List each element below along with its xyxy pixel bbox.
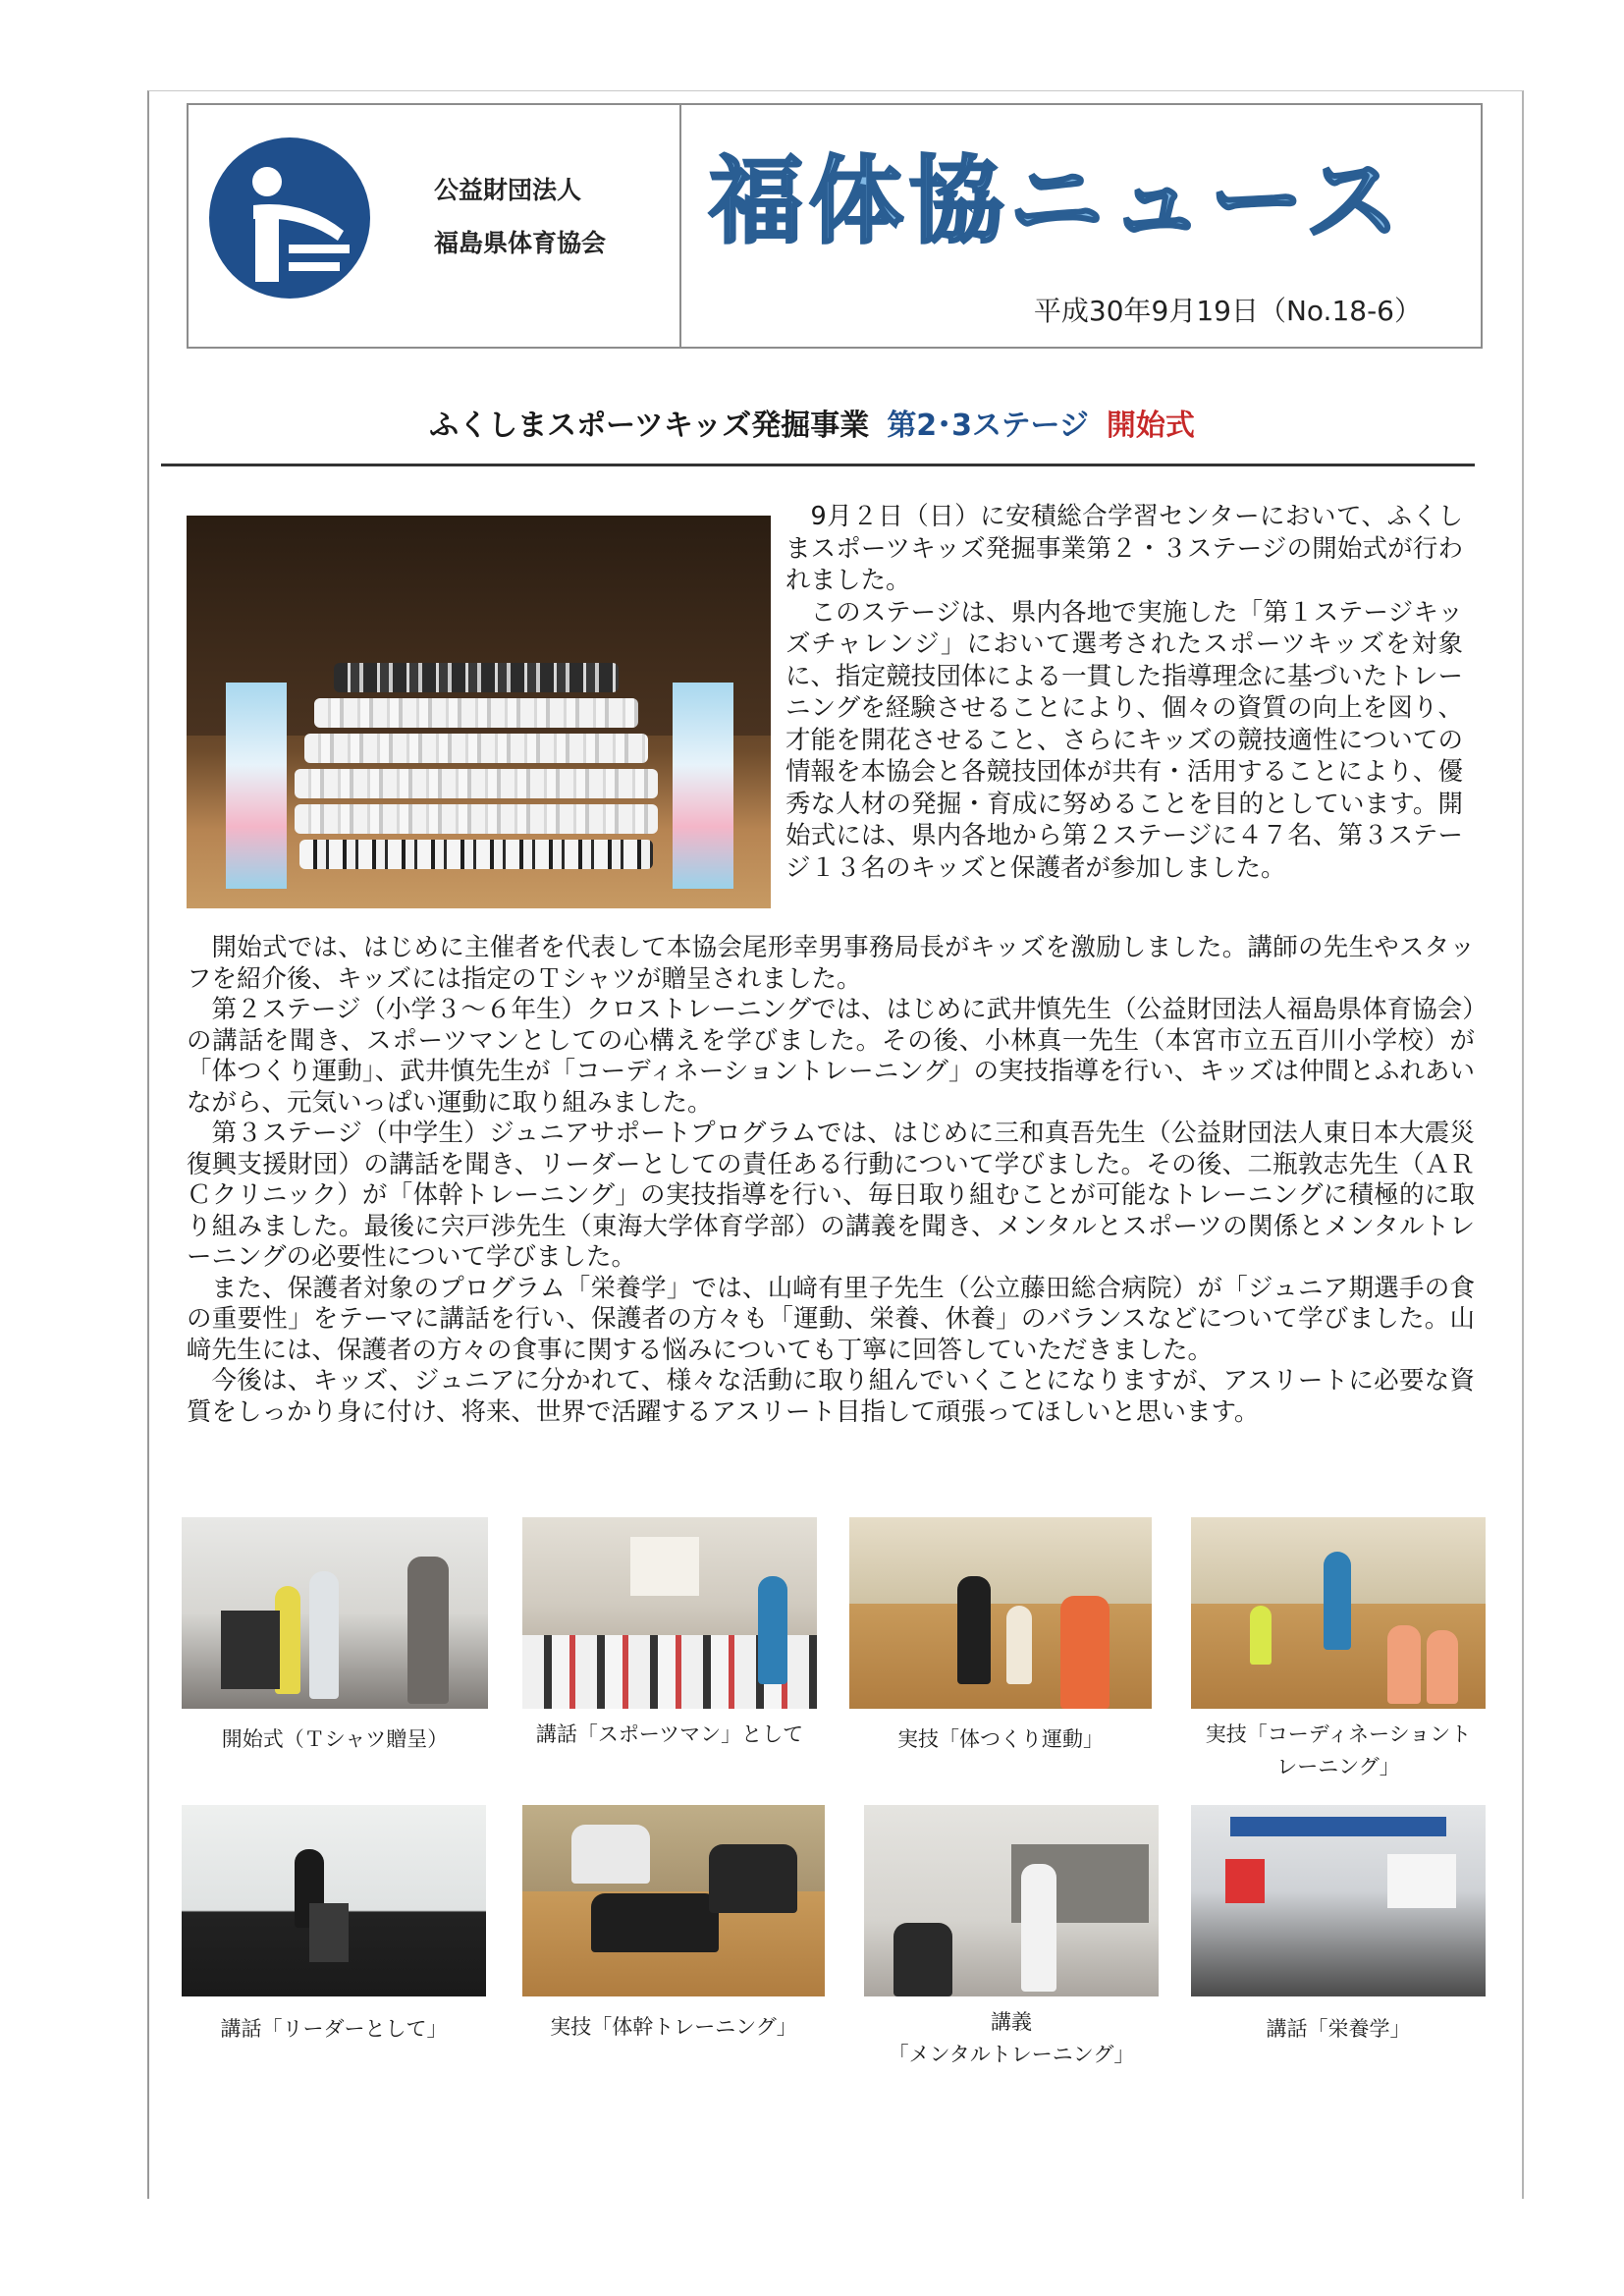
intro-paragraph-2: このステージは、県内各地で実施した「第１ステージキッズチャレンジ」において選考されたスポーツキッズを対象に、指定競技団体による一貫した指導理念に基づいたトレーニングを経験させることにより、個々の資質の向上を図り、才能を開花させること、さらにキッズの競技適性についての情報を本協会と各競技団体が共有・活用することにより、優秀な人材の発掘・育成に努めることを目的としています。開始式には、県内各地から第２ステージに４７名、第３ステージ１３名のキッズと保護者が参加しました。 xyxy=(785,597,1463,883)
body-paragraph-5: 今後は、キッズ、ジュニアに分かれて、様々な活動に取り組んでいくことになりますが、アスリートに必要な資質をしっかり身に付け、将来、世界で活躍するアスリート目指して頑張ってほしいと思います。 xyxy=(187,1366,1475,1427)
body-paragraph-2: 第２ステージ（小学３～６年生）クロストレーニングでは、はじめに武井慎先生（公益財団法人福島県体育協会）の講話を聞き、スポーツマンとしての心構えを学びました。その後、小林真一先生（本宮市立五百川小学校）が「体つくり運動」、武井慎先生が「コーディネーショントレーニング」の実技指導を行い、キッズは仲間とふれあいながら、元気いっぱい運動に取り組みました。 xyxy=(187,995,1475,1118)
caption-mental-line-2: 「メンタルトレーニング」 xyxy=(888,2043,1135,2066)
caption-mental-lecture xyxy=(849,2006,1173,2071)
caption-leader-talk: 講話「リーダーとして」 xyxy=(220,2017,448,2041)
masthead-title: 福体協ニュース xyxy=(709,146,1406,256)
left-banner xyxy=(226,683,287,889)
caption-body-movement: 実技「体つくり運動」 xyxy=(897,1727,1104,1751)
caption-core-training: 実技「体幹トレーニング」 xyxy=(550,2015,797,2039)
article-body xyxy=(187,933,1475,1428)
gallery-photo-coordination xyxy=(1191,1517,1486,1709)
headline-rule xyxy=(161,464,1475,466)
headline-event: 開始式 xyxy=(1106,409,1195,443)
headline-main: ふくしまスポーツキッズ発掘事業 xyxy=(429,409,870,443)
right-banner xyxy=(673,683,733,889)
body-paragraph-3: 第３ステージ（中学生）ジュニアサポートプログラムでは、はじめに三和真吾先生（公益財団法人東日本大震災復興支援財団）の講話を聞き、リーダーとしての責任ある行動について学びました。その後、二瓶敦志先生（ＡＲＣクリニック）が「体幹トレーニング」の実技指導を行い、毎日取り組むことが可能なトレーニングに積極的に取り組みました。最後に宍戸渉先生（東海大学体育学部）の講義を聞き、メンタルとスポーツの関係とメンタルトレーニングの必要性について学びました。 xyxy=(187,1119,1475,1272)
caption-nutrition: 講話「栄養学」 xyxy=(1266,2017,1411,2041)
gallery-photo-core-training xyxy=(522,1805,825,1996)
article-headline xyxy=(0,401,1624,444)
organization-name xyxy=(434,164,606,270)
gallery-photo-sportsman-talk xyxy=(522,1517,817,1709)
gallery-photo-leader-talk xyxy=(182,1805,486,1996)
gallery-photo-opening xyxy=(182,1517,488,1709)
caption-opening: 開始式（Ｔシャツ贈呈） xyxy=(221,1727,449,1751)
caption-coordination-line-2: レーニング」 xyxy=(1276,1755,1400,1778)
issue-date: 平成30年9月19日（No.18-6） xyxy=(1033,295,1422,327)
body-paragraph-1: 開始式では、はじめに主催者を代表して本協会尾形幸男事務局長がキッズを激励しました。講師の先生やスタッフを紹介後、キッズには指定のＴシャツが贈呈されました。 xyxy=(187,933,1475,994)
kids-group xyxy=(295,663,658,869)
association-logo-icon xyxy=(206,135,373,301)
intro-paragraph-1: 9月２日（日）に安積総合学習センターにおいて、ふくしまスポーツキッズ発掘事業第２・３ステージの開始式が行われました。 xyxy=(785,502,1463,595)
article-intro xyxy=(785,501,1463,884)
body-paragraph-4: また、保護者対象のプログラム「栄養学」では、山﨑有里子先生（公立藤田総合病院）が「ジュニア期選手の食の重要性」をテーマに講話を行い、保護者の方々も「運動、栄養、休養」のバランスなどについて学びました。山﨑先生には、保護者の方々の食事に関する悩みについても丁寧に回答していただきました。 xyxy=(187,1273,1475,1365)
group-photo xyxy=(187,516,771,908)
caption-mental-line-1: 講義 xyxy=(991,2010,1032,2034)
caption-coordination-line-1: 実技「コーディネーショント xyxy=(1205,1722,1472,1746)
org-line-1: 公益財団法人 xyxy=(434,176,582,204)
caption-coordination xyxy=(1173,1719,1503,1783)
caption-sportsman-talk: 講話「スポーツマン」として xyxy=(535,1722,804,1746)
org-line-2: 福島県体育協会 xyxy=(434,229,607,257)
gallery-photo-mental-lecture xyxy=(864,1805,1159,1996)
newsletter-header xyxy=(187,103,1483,349)
headline-stage: 第2･3ステージ xyxy=(887,409,1089,443)
header-divider xyxy=(679,105,681,347)
gallery-photo-nutrition xyxy=(1191,1805,1486,1996)
gallery-photo-body-movement xyxy=(849,1517,1152,1709)
